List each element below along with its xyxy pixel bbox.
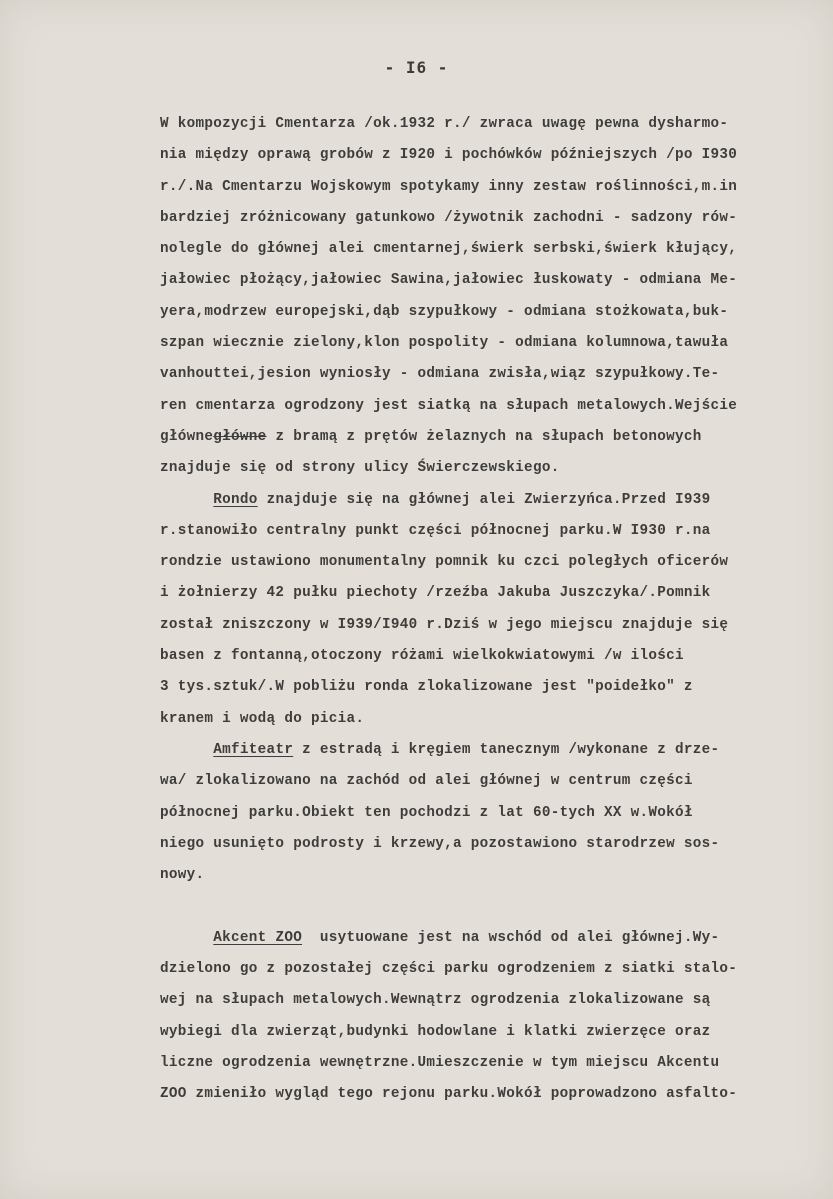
text-line — [160, 328, 830, 359]
text-line — [160, 453, 830, 484]
text-segment: yera,modrzew europejski,dąb szypułkowy - odmiana stożkowata,buk- — [160, 303, 729, 320]
text-segment: i żołnierzy 42 pułku piechoty /rzeźba Jakuba Juszczyka/.Pomnik — [160, 585, 711, 602]
text-line — [160, 422, 830, 453]
text-line — [160, 985, 830, 1016]
text-segment: basen z fontanną,otoczony różami wielkokwiatowymi /w ilości — [160, 648, 684, 665]
text-line — [160, 798, 830, 829]
document-body — [160, 109, 830, 1111]
paragraph-gap — [160, 891, 830, 922]
text-segment: jałowiec płożący,jałowiec Sawina,jałowiec łuskowaty - odmiana Me- — [160, 272, 738, 289]
text-segment: nia między oprawą grobów z I920 i pochówków późniejszych /po I930 — [160, 147, 738, 164]
text-segment — [160, 930, 213, 946]
text-segment: r./.Na Cmentarzu Wojskowym spotykamy inny zestaw roślinności,m.in — [160, 178, 738, 195]
text-line — [160, 547, 830, 578]
text-segment: znajduje się od strony ulicy Świerczewskiego. — [160, 460, 560, 477]
text-segment: rondzie ustawiono monumentalny pomnik ku czci poległych oficerów — [160, 554, 729, 571]
text-line — [160, 860, 830, 891]
text-line — [160, 829, 830, 860]
text-line — [160, 735, 830, 766]
text-segment: wybiegi dla zwierząt,budynki hodowlane i klatki zwierzęce oraz — [160, 1023, 711, 1040]
text-line — [160, 578, 830, 609]
text-line — [160, 516, 830, 547]
text-line — [160, 391, 830, 422]
text-line — [160, 203, 830, 234]
text-segment: szpan wiecznie zielony,klon pospolity - odmiana kolumnowa,tawuła — [160, 335, 729, 352]
text-segment: północnej parku.Obiekt ten pochodzi z lat 60-tych XX w.Wokół — [160, 804, 693, 821]
text-segment: dzielono go z pozostałej części parku ogrodzeniem z siatki stalo- — [160, 961, 738, 978]
text-segment: znajduje się na głównej alei Zwierzyńca.Przed I939 — [257, 491, 711, 508]
text-line — [160, 672, 830, 703]
page-number: - I6 - — [384, 58, 449, 77]
text-segment — [160, 492, 213, 508]
text-segment: z bramą z prętów żelaznych na słupach betonowych — [266, 428, 702, 445]
text-line — [160, 172, 830, 203]
struck-text: główne — [213, 428, 267, 445]
text-line — [160, 704, 830, 735]
text-segment: z estradą i kręgiem tanecznym /wykonane z drze- — [293, 741, 720, 758]
text-segment: 3 tys.sztuk/.W pobliżu ronda zlokalizowane jest "poidełko" z — [160, 679, 693, 696]
text-segment — [160, 742, 213, 758]
text-segment: wej na słupach metalowych.Wewnątrz ogrodzenia zlokalizowane są — [160, 992, 711, 1009]
text-line — [160, 641, 830, 672]
text-line — [160, 1017, 830, 1048]
text-segment: ZOO zmieniło wygląd tego rejonu parku.Wokół poprowadzono asfalto- — [160, 1086, 738, 1103]
text-line — [160, 485, 830, 516]
text-segment: kranem i wodą do picia. — [160, 710, 365, 727]
text-segment: wa/ zlokalizowano na zachód od alei głównej w centrum części — [160, 773, 693, 790]
section-heading: Amfiteatr — [213, 741, 294, 758]
text-segment: usytuowane jest na wschód od alei głównej.Wy- — [302, 929, 720, 946]
text-segment: W kompozycji Cmentarza /ok.1932 r./ zwraca uwagę pewna dysharmo- — [160, 116, 729, 132]
text-line — [160, 766, 830, 797]
text-segment: ren cmentarza ogrodzony jest siatką na słupach metalowych.Wejście — [160, 397, 738, 414]
text-segment: r.stanowiło centralny punkt części północnej parku.W I930 r.na — [160, 522, 711, 539]
text-line — [160, 297, 830, 328]
text-segment: został zniszczony w I939/I940 r.Dziś w jego miejscu znajduje się — [160, 616, 729, 633]
text-line — [160, 1048, 830, 1079]
text-line — [160, 234, 830, 265]
text-line — [160, 359, 830, 390]
text-line — [160, 1079, 830, 1110]
text-line — [160, 610, 830, 641]
text-segment: niego usunięto podrosty i krzewy,a pozostawiono starodrzew sos- — [160, 835, 720, 852]
text-segment: nowy. — [160, 867, 205, 884]
text-line — [160, 265, 830, 296]
text-segment: vanhouttei,jesion wyniosły - odmiana zwisła,wiąz szypułkowy.Te- — [160, 366, 720, 383]
text-line — [160, 140, 830, 171]
text-line — [160, 954, 830, 985]
section-heading: Rondo — [213, 491, 258, 508]
text-segment: nolegle do głównej alei cmentarnej,świerk serbski,świerk kłujący, — [160, 241, 738, 258]
text-line — [160, 109, 830, 140]
text-segment: bardziej zróżnicowany gatunkowo /żywotnik zachodni - sadzony rów- — [160, 209, 738, 226]
text-segment: główne — [160, 428, 214, 445]
text-line — [160, 923, 830, 954]
text-segment: liczne ogrodzenia wewnętrzne.Umieszczenie w tym miejscu Akcentu — [160, 1054, 720, 1071]
section-heading: Akcent ZOO — [213, 929, 303, 946]
